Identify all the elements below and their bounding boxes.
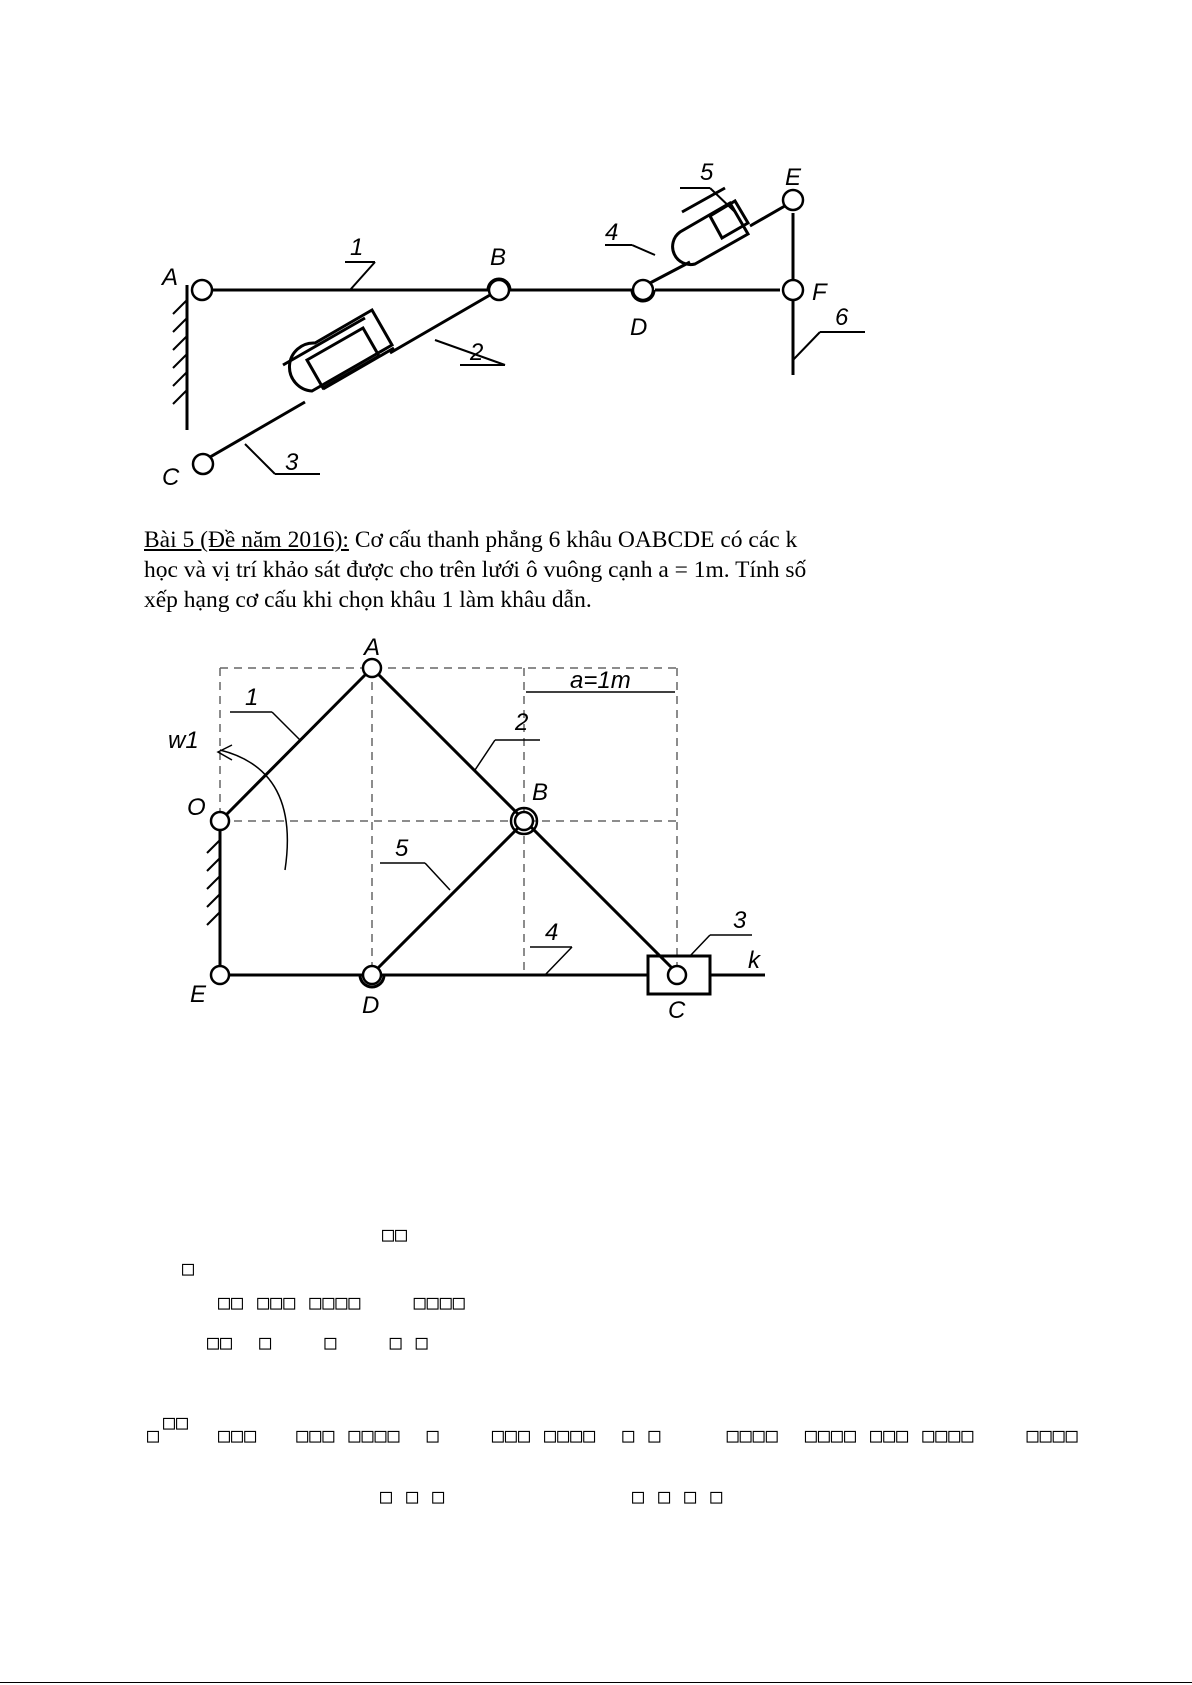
problem-line-2: học và vị trí khảo sát được cho trên lưới ô vuông cạnh a = 1m. Tính số xyxy=(144,557,807,583)
problem-line-3: xếp hạng cơ cấu khi chọn khâu 1 làm khâu dẫn. xyxy=(144,587,592,613)
figure-mechanism-2 xyxy=(140,620,800,1030)
fig2-label-k: k xyxy=(748,947,760,974)
formula-line-2: □ xyxy=(182,1256,196,1280)
formula-line-6a: □ □ □ xyxy=(380,1484,446,1508)
formula-line-5a: □ xyxy=(147,1423,161,1447)
label-B: B xyxy=(490,244,507,271)
fig2-link-1: 1 xyxy=(245,684,259,711)
link-6: 6 xyxy=(835,304,849,331)
fig2-link-2: 2 xyxy=(515,709,529,736)
fig2-dimension-a: a=1m xyxy=(570,667,631,694)
link-5: 5 xyxy=(700,159,714,186)
problem-line-1-rest: Cơ cấu thanh phẳng 6 khâu OABCDE có các k xyxy=(348,527,798,553)
fig2-link-4: 4 xyxy=(545,919,559,946)
label-F: F xyxy=(812,279,827,306)
fig2-link-3: 3 xyxy=(733,907,747,934)
fig2-label-B: B xyxy=(532,779,549,806)
fig2-link-5: 5 xyxy=(395,835,409,862)
formula-line-5c: □□□ □□□ □□□□ □ □□□ □□□□ □ □ □□□□ □□□□ □□□ □□□□ □□□□ xyxy=(218,1423,1079,1447)
label-D: D xyxy=(630,314,648,341)
problem-title: Bài 5 (Đề năm 2016): xyxy=(144,527,349,553)
label-C: C xyxy=(162,464,180,491)
fig2-label-E: E xyxy=(190,981,207,1008)
label-A: A xyxy=(162,264,179,291)
fig2-label-w1: w1 xyxy=(168,727,199,754)
formula-line-3: □□ □□□ □□□□ □□□□ xyxy=(218,1290,466,1314)
fig2-label-C: C xyxy=(668,997,686,1024)
formula-line-5b: □□ xyxy=(163,1410,190,1434)
problem-line-1 xyxy=(144,525,797,555)
link-1: 1 xyxy=(350,234,364,261)
fig2-label-D: D xyxy=(362,992,380,1019)
formula-line-1: □□ xyxy=(382,1222,409,1246)
link-2: 2 xyxy=(470,339,484,366)
page-bottom-rule xyxy=(0,1682,1192,1683)
formula-line-6b: □ □ □ □ xyxy=(632,1484,724,1508)
link-4: 4 xyxy=(605,219,619,246)
fig2-label-A: A xyxy=(364,634,381,661)
figure-mechanism-1 xyxy=(140,140,849,491)
label-E: E xyxy=(785,164,802,191)
link-3: 3 xyxy=(285,449,299,476)
fig2-label-O: O xyxy=(187,794,206,821)
formula-line-4: □□ □ □ □ □ xyxy=(207,1330,429,1354)
